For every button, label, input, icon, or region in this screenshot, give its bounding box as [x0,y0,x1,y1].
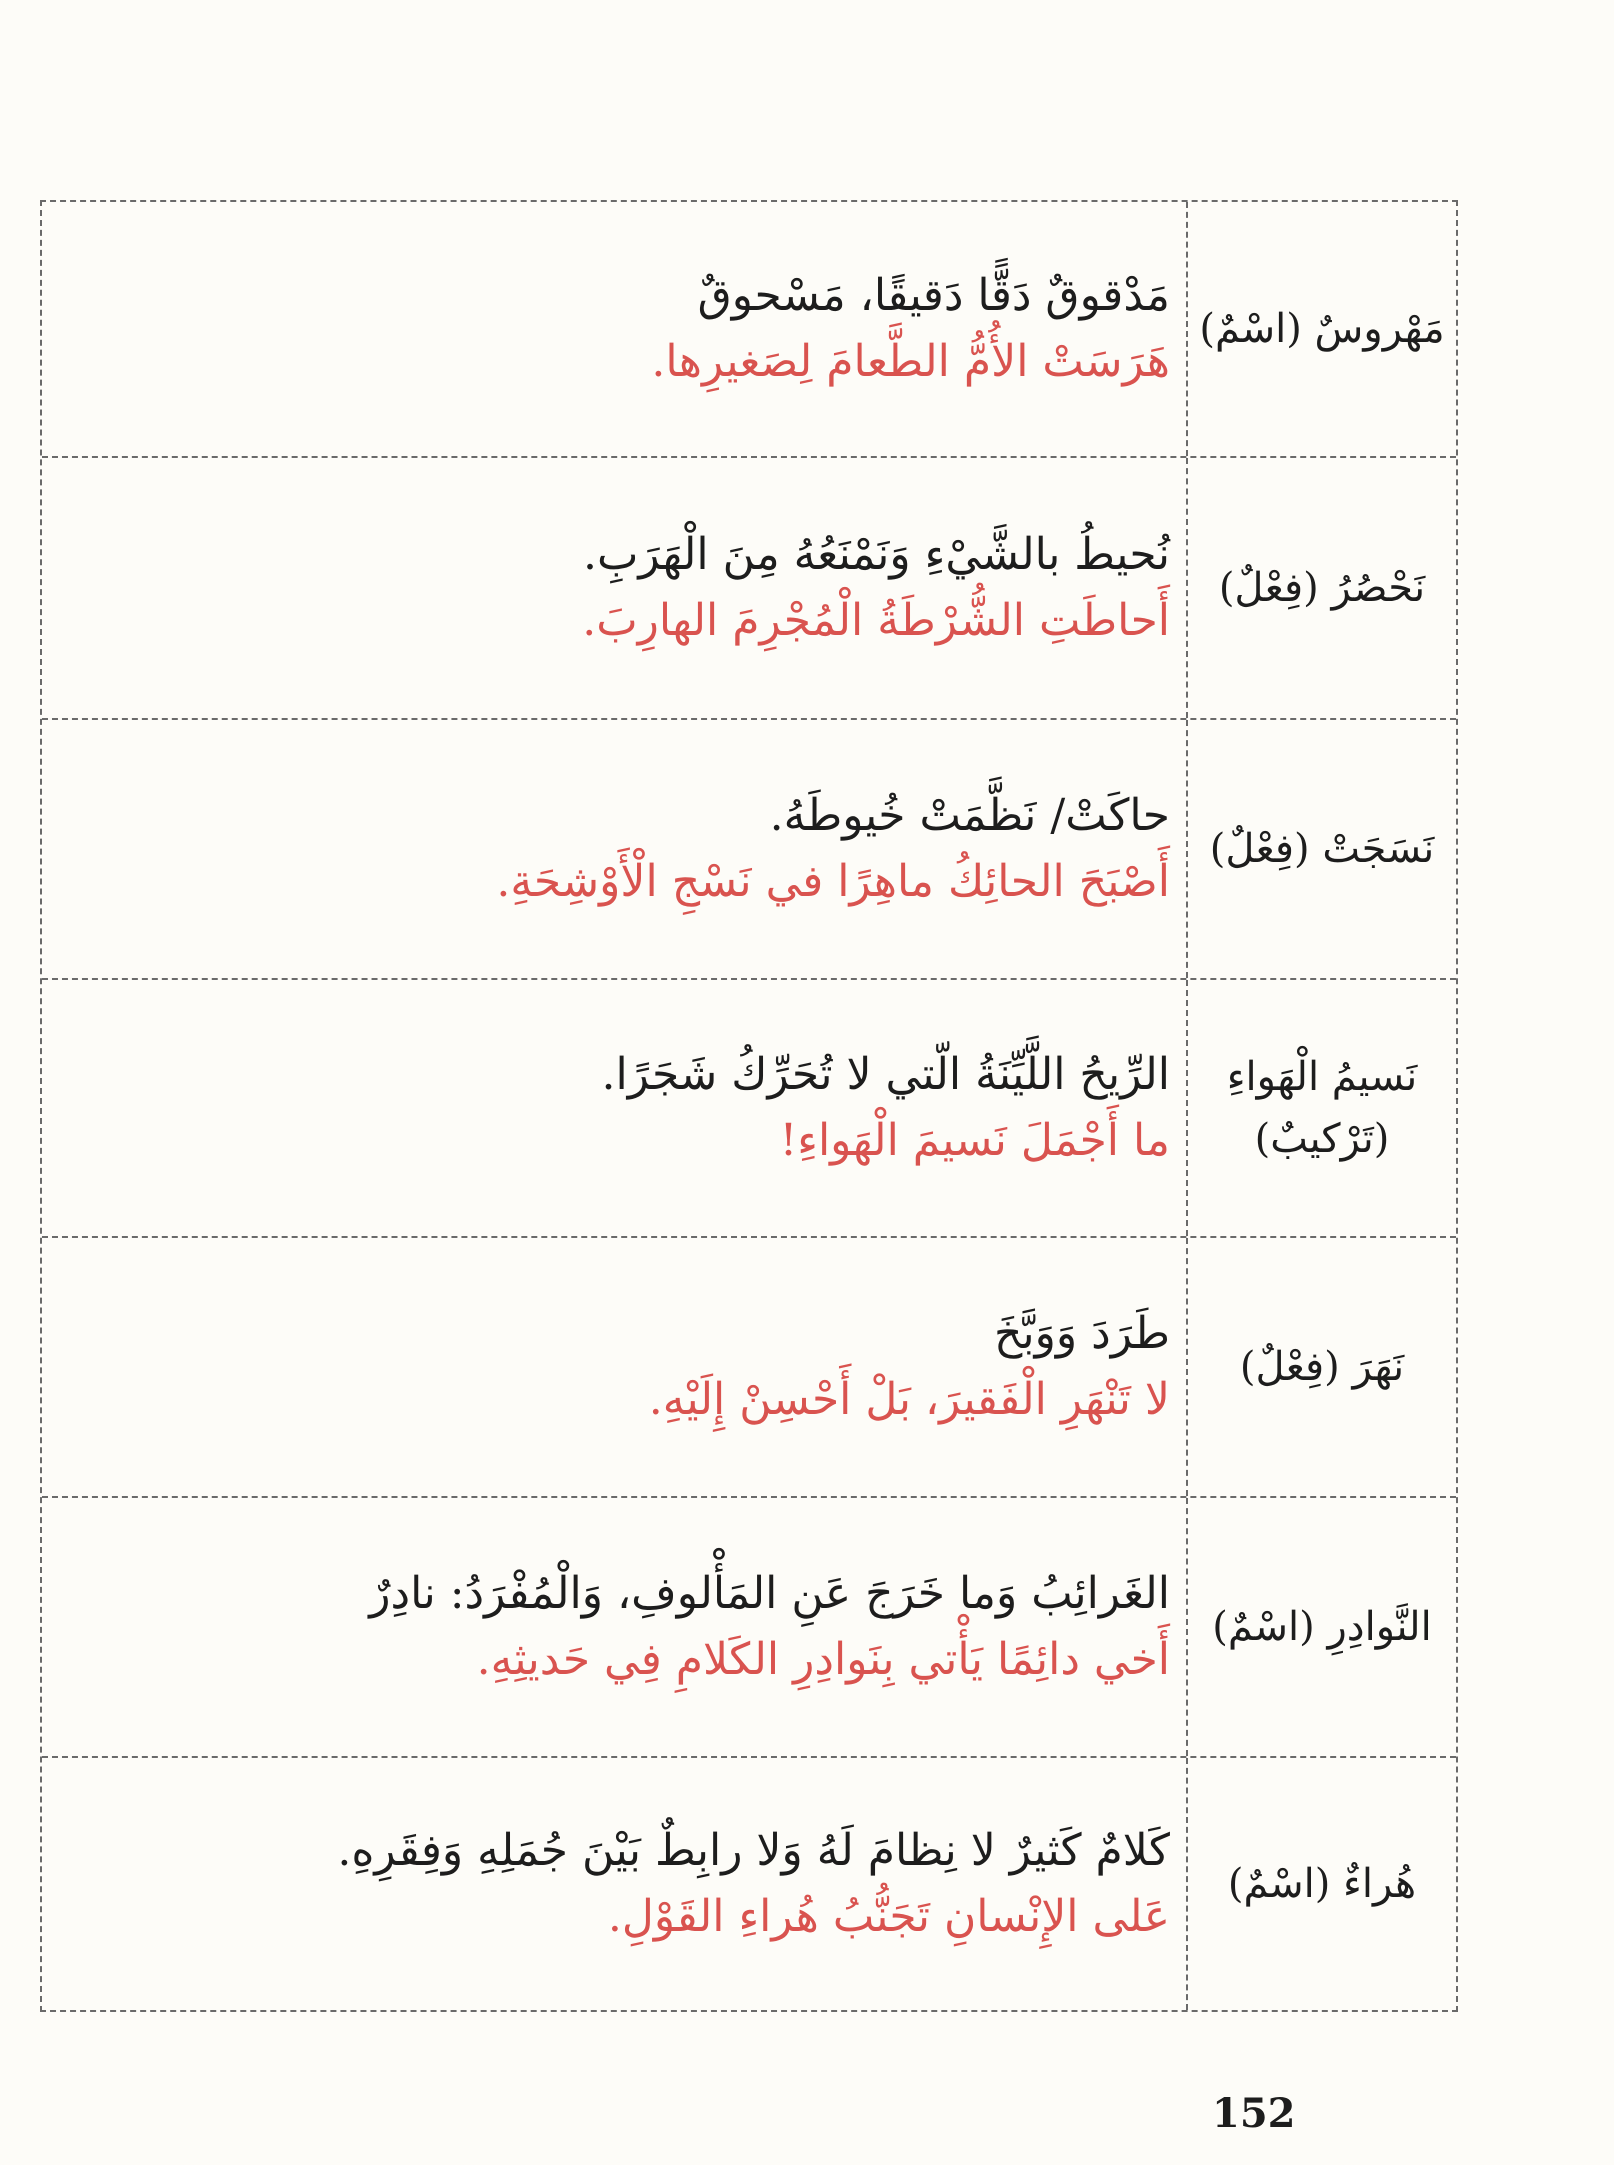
vocab-word: نَهَرَ (فِعْلٌ) [1239,1344,1405,1390]
vocab-row [42,720,1456,980]
vocab-example: أَحاطَتِ الشُّرْطَةُ الْمُجْرِمَ الهارِبَ. [582,595,1170,646]
vocab-row [42,1498,1456,1758]
vocab-definition: نُحيطُ بالشَّيْءِ وَنَمْنَعُهُ مِنَ الْهَرَبِ. [583,529,1170,580]
vocab-example: أَصْبَحَ الحائِكُ ماهِرًا في نَسْجِ الْأَوْشِحَةِ. [496,856,1170,907]
vocab-row [42,980,1456,1238]
vocab-word: هُراءٌ (اسْمٌ) [1227,1861,1417,1907]
definition-cell [42,1758,1186,2010]
word-cell [1186,202,1456,456]
word-cell [1186,1238,1456,1496]
vocab-row [42,1758,1456,2010]
vocab-word: نَحْصُرُ (فِعْلٌ) [1218,565,1426,611]
page-number: 152 [1212,2090,1296,2137]
vocab-definition: مَدْقوقٌ دَقًّا دَقيقًا، مَسْحوقٌ [697,270,1170,321]
vocab-example: عَلى الإِنْسانِ تَجَنُّبُ هُراءِ القَوْلِ. [607,1891,1170,1942]
vocab-definition: طَرَدَ وَوَبَّخَ [993,1308,1170,1359]
vocab-example: لا تَنْهَرِ الْفَقيرَ، بَلْ أَحْسِنْ إِلَيْهِ. [648,1374,1170,1425]
word-cell [1186,1498,1456,1756]
vocab-definition: حاكَتْ/ نَظَّمَتْ خُيوطَهُ. [769,790,1170,841]
vocab-row [42,1238,1456,1498]
definition-cell [42,202,1186,456]
vocabulary-table [40,200,1458,2012]
vocab-example: ما أَجْمَلَ نَسيمَ الْهَواءِ! [779,1115,1170,1166]
vocab-word-type: (تَرْكيبٌ) [1254,1116,1390,1162]
vocab-row [42,202,1456,458]
vocab-word: مَهْروسٌ (اسْمٌ) [1199,306,1445,352]
vocab-example: هَرَسَتْ الأُمُّ الطَّعامَ لِصَغيرِها. [651,336,1170,387]
definition-cell [42,1238,1186,1496]
definition-cell [42,720,1186,978]
vocab-word: النَّوادِرِ (اسْمٌ) [1212,1604,1432,1650]
word-cell [1186,458,1456,718]
definition-cell [42,980,1186,1236]
vocab-definition: كَلامٌ كَثيرٌ لا نِظامَ لَهُ وَلا رابِطٌ بَيْنَ جُمَلِهِ وَفِقَرِهِ. [337,1825,1170,1876]
vocab-row [42,458,1456,720]
vocab-definition: الغَرائِبُ وَما خَرَجَ عَنِ المَأْلوفِ، وَالْمُفْرَدُ: نادِرٌ [369,1568,1170,1619]
word-cell [1186,1758,1456,2010]
word-cell [1186,980,1456,1236]
vocab-word: نَسيمُ الْهَواءِ [1226,1054,1418,1100]
vocab-definition: الرِّيحُ اللَّيِّنَةُ الّتي لا تُحَرِّكُ شَجَرًا. [601,1049,1170,1100]
vocab-word: نَسَجَتْ (فِعْلٌ) [1209,826,1435,872]
word-cell [1186,720,1456,978]
vocab-example: أَخي دائِمًا يَأْتي بِنَوادِرِ الكَلامِ فِي حَديثِهِ. [476,1634,1170,1685]
definition-cell [42,1498,1186,1756]
definition-cell [42,458,1186,718]
